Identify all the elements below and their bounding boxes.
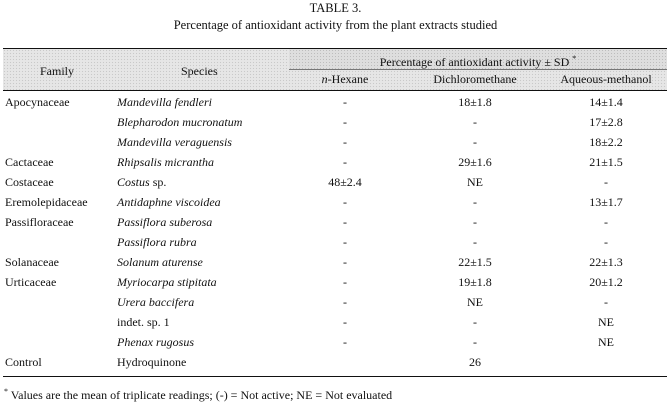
cell-species: [117, 174, 166, 190]
cell-species: Myriocarpa stipitata: [117, 275, 217, 289]
cell-dichloromethane: -: [473, 215, 477, 229]
header-species: Species: [181, 64, 218, 78]
cell-hexane: -: [343, 235, 347, 249]
cell-family: Apocynaceae: [5, 95, 70, 109]
cell-dichloromethane: NE: [467, 175, 483, 189]
header-hexane: [289, 71, 401, 87]
cell-aqueous-methanol: -: [604, 215, 608, 229]
cell-dichloromethane: -: [473, 195, 477, 209]
cell-dichloromethane: 19±1.8: [458, 275, 492, 289]
cell-species-genus: Costus: [117, 175, 150, 189]
cell-hexane: -: [343, 195, 347, 209]
cell-dichloromethane: -: [473, 115, 477, 129]
bottom-rule: [3, 376, 667, 377]
cell-hexane: -: [343, 335, 347, 349]
cell-aqueous-methanol: -: [604, 235, 608, 249]
footnote: [4, 385, 392, 402]
cell-dichloromethane: 18±1.8: [458, 95, 492, 109]
header-bottom-rule: [3, 90, 667, 91]
cell-aqueous-methanol: NE: [598, 335, 614, 349]
cell-species: Blepharodon mucronatum: [117, 115, 243, 129]
cell-species: Mandevilla veraguensis: [117, 135, 232, 149]
cell-dichloromethane: NE: [467, 295, 483, 309]
cell-species: Solanum aturense: [117, 255, 203, 269]
table-caption: Percentage of antioxidant activity from the plant extracts studied: [173, 18, 498, 32]
cell-family: Passifloraceae: [5, 215, 74, 229]
cell-dichloromethane: 29±1.6: [458, 155, 492, 169]
cell-family: Cactaceae: [5, 155, 54, 169]
cell-hexane: -: [343, 95, 347, 109]
cell-species: Mandevilla fendleri: [117, 95, 212, 109]
cell-dichloromethane: -: [473, 235, 477, 249]
cell-aqueous-methanol: 20±1.2: [589, 275, 623, 289]
cell-species: Phenax rugosus: [117, 335, 194, 349]
cell-family: Solanaceae: [5, 255, 59, 269]
cell-hexane: -: [343, 315, 347, 329]
header-group-mark: *: [572, 54, 577, 63]
cell-hexane: -: [343, 135, 347, 149]
cell-aqueous-methanol: -: [604, 175, 608, 189]
cell-species: Antidaphne viscoidea: [117, 195, 221, 209]
cell-dichloromethane: -: [473, 315, 477, 329]
cell-aqueous-methanol: 17±2.8: [589, 115, 623, 129]
cell-family: Urticaceae: [5, 275, 57, 289]
cell-species: indet. sp. 1: [117, 315, 170, 329]
cell-species: Rhipsalis micrantha: [117, 155, 215, 169]
cell-species: Passiflora suberosa: [117, 215, 213, 229]
cell-aqueous-methanol: -: [604, 295, 608, 309]
cell-hexane: -: [343, 255, 347, 269]
cell-aqueous-methanol: 18±2.2: [589, 135, 623, 149]
cell-species-suffix: sp.: [149, 175, 167, 189]
cell-species: Hydroquinone: [117, 355, 187, 369]
cell-hexane: -: [343, 295, 347, 309]
cell-aqueous-methanol: 14±1.4: [589, 95, 623, 109]
header-group-text: Percentage of antioxidant activity ± SD: [379, 55, 570, 69]
cell-aqueous-methanol: 22±1.3: [589, 255, 623, 269]
cell-hexane: -: [343, 215, 347, 229]
table-label: TABLE 3.: [309, 1, 362, 15]
footnote-text: Values are the mean of triplicate readings; (-) = Not active; NE = Not evaluated: [8, 388, 393, 402]
cell-aqueous-methanol: 21±1.5: [589, 155, 623, 169]
header-hexane-rest: -Hexane: [327, 72, 369, 86]
cell-family: Control: [5, 355, 42, 369]
cell-aqueous-methanol: 13±1.7: [589, 195, 623, 209]
header-hexane-prefix: n: [321, 72, 328, 86]
cell-dichloromethane: 26: [469, 355, 481, 369]
cell-family: Eremolepidaceae: [5, 195, 88, 209]
cell-dichloromethane: -: [473, 135, 477, 149]
cell-hexane: -: [343, 275, 347, 289]
header-family: Family: [40, 64, 75, 78]
cell-species: Passiflora rubra: [117, 235, 197, 249]
cell-species: Urera baccifera: [117, 295, 195, 309]
header-dichloromethane: Dichloromethane: [433, 72, 517, 86]
footnote-mark: *: [4, 387, 8, 396]
header-group: [289, 51, 667, 70]
cell-family: Costaceae: [5, 175, 54, 189]
header-aqueous-methanol: Aqueous-methanol: [560, 72, 652, 86]
cell-hexane: -: [343, 155, 347, 169]
cell-dichloromethane: -: [473, 335, 477, 349]
cell-hexane: -: [343, 115, 347, 129]
cell-dichloromethane: 22±1.5: [458, 255, 492, 269]
cell-hexane: 48±2.4: [328, 175, 362, 189]
cell-aqueous-methanol: NE: [598, 315, 614, 329]
